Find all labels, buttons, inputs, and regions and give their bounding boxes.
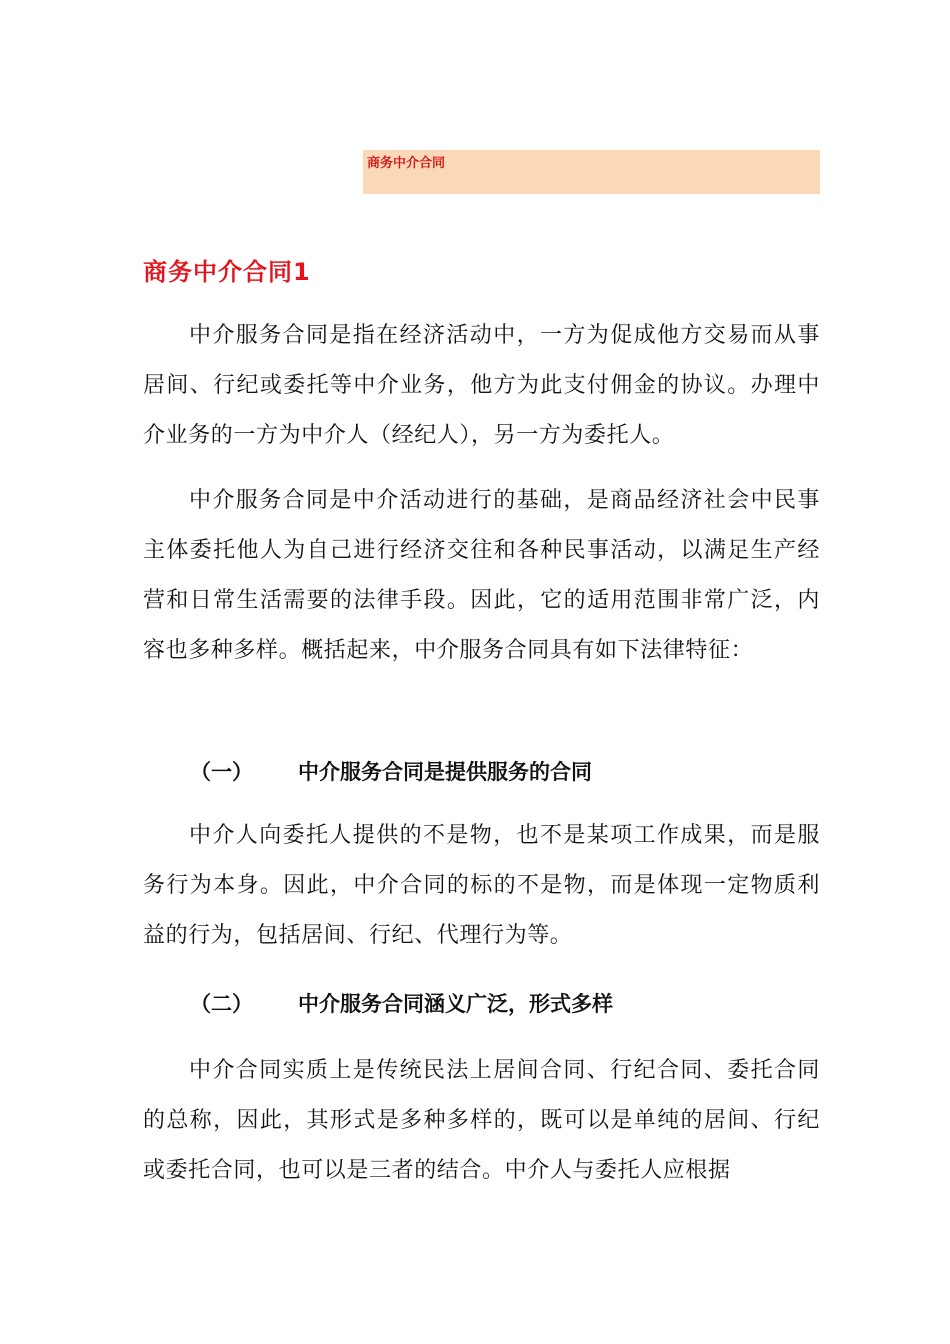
subheading-2: [190, 988, 613, 1018]
document-title: 商务中介合同1: [143, 258, 311, 286]
paragraph-2: 中介服务合同是中介活动进行的基础，是商品经济社会中民事主体委托他人为自己进行经济交往和各种民事活动，以满足生产经营和日常生活需要的法律手段。因此，它的适用范围非常广泛，内容也多种多样。概括起来，中介服务合同具有如下法律特征：: [143, 488, 820, 663]
paragraph-1: 中介服务合同是指在经济活动中，一方为促成他方交易而从事居间、行纪或委托等中介业务，他方为此支付佣金的协议。办理中介业务的一方为中介人（经纪人），另一方为委托人。: [143, 323, 820, 448]
subheading-text: 中介服务合同是提供服务的合同: [298, 760, 592, 784]
subheading-1: [190, 756, 592, 786]
subheading-number: （二）: [190, 992, 253, 1016]
paragraph-4: 中介合同实质上是传统民法上居间合同、行纪合同、委托合同的总称，因此，其形式是多种多样的，既可以是单纯的居间、行纪或委托合同，也可以是三者的结合。中介人与委托人应根据: [143, 1058, 820, 1183]
subheading-text: 中介服务合同涵义广泛，形式多样: [298, 992, 613, 1016]
subheading-number: （一）: [190, 760, 253, 784]
paragraph-3: 中介人向委托人提供的不是物，也不是某项工作成果，而是服务行为本身。因此，中介合同的标的不是物，而是体现一定物质利益的行为，包括居间、行纪、代理行为等。: [143, 823, 820, 948]
header-label: 商务中介合同: [367, 156, 446, 171]
header-banner: [363, 150, 820, 194]
